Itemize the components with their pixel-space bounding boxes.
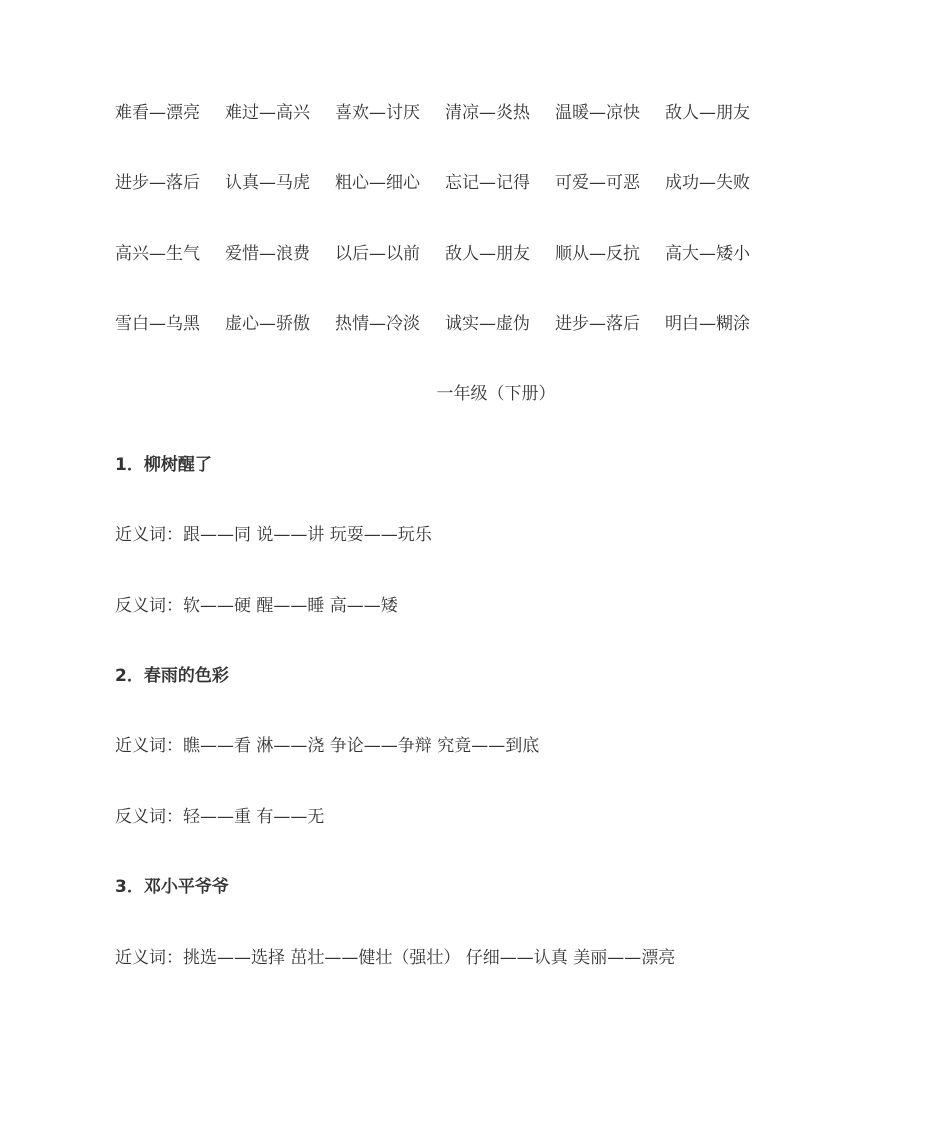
word-pair: 粗心—细心 bbox=[335, 173, 420, 193]
grade-heading: 一年级（下册） bbox=[436, 384, 556, 404]
word-pair: 成功—失败 bbox=[665, 173, 750, 193]
word-pair: 认真—马虎 bbox=[225, 173, 310, 193]
lesson-title: 2．春雨的色彩 bbox=[115, 666, 229, 686]
lesson-title: 3．邓小平爷爷 bbox=[115, 877, 229, 897]
word-pair: 可爱—可恶 bbox=[555, 173, 640, 193]
word-pair: 清凉—炎热 bbox=[445, 103, 530, 123]
word-pair: 虚心—骄傲 bbox=[225, 314, 310, 334]
word-pair: 以后—以前 bbox=[335, 244, 420, 264]
lesson-title: 1．柳树醒了 bbox=[115, 455, 212, 475]
antonym-row-1 bbox=[115, 101, 775, 125]
word-pair: 高兴—生气 bbox=[115, 244, 200, 264]
word-pair: 进步—落后 bbox=[115, 173, 200, 193]
word-pair: 顺从—反抗 bbox=[555, 244, 640, 264]
word-pair: 高大—矮小 bbox=[665, 244, 750, 264]
word-pair: 忘记—记得 bbox=[445, 173, 530, 193]
word-pair: 雪白—乌黑 bbox=[115, 314, 200, 334]
antonym-row-2 bbox=[115, 171, 775, 195]
antonym-row-3 bbox=[115, 242, 775, 266]
synonyms-line: 近义词：挑选——选择 茁壮——健壮（强壮） 仔细——认真 美丽——漂亮 bbox=[115, 948, 676, 968]
word-pair: 热情—冷淡 bbox=[335, 314, 420, 334]
word-pair: 诚实—虚伪 bbox=[445, 314, 530, 334]
word-pair: 敌人—朋友 bbox=[665, 103, 750, 123]
word-pair: 敌人—朋友 bbox=[445, 244, 530, 264]
word-pair: 温暖—凉快 bbox=[555, 103, 640, 123]
antonyms-line: 反义词：软——硬 醒——睡 高——矮 bbox=[115, 596, 398, 616]
antonym-row-4 bbox=[115, 312, 775, 336]
synonyms-line: 近义词：瞧——看 淋——浇 争论——争辩 究竟——到底 bbox=[115, 736, 540, 756]
word-pair: 明白—糊涂 bbox=[665, 314, 750, 334]
word-pair: 喜欢—讨厌 bbox=[335, 103, 420, 123]
synonyms-line: 近义词：跟——同 说——讲 玩耍——玩乐 bbox=[115, 525, 432, 545]
word-pair: 难看—漂亮 bbox=[115, 103, 200, 123]
word-pair: 难过—高兴 bbox=[225, 103, 310, 123]
word-pair: 进步—落后 bbox=[555, 314, 640, 334]
antonyms-line: 反义词：轻——重 有——无 bbox=[115, 807, 325, 827]
word-pair: 爱惜—浪费 bbox=[225, 244, 310, 264]
